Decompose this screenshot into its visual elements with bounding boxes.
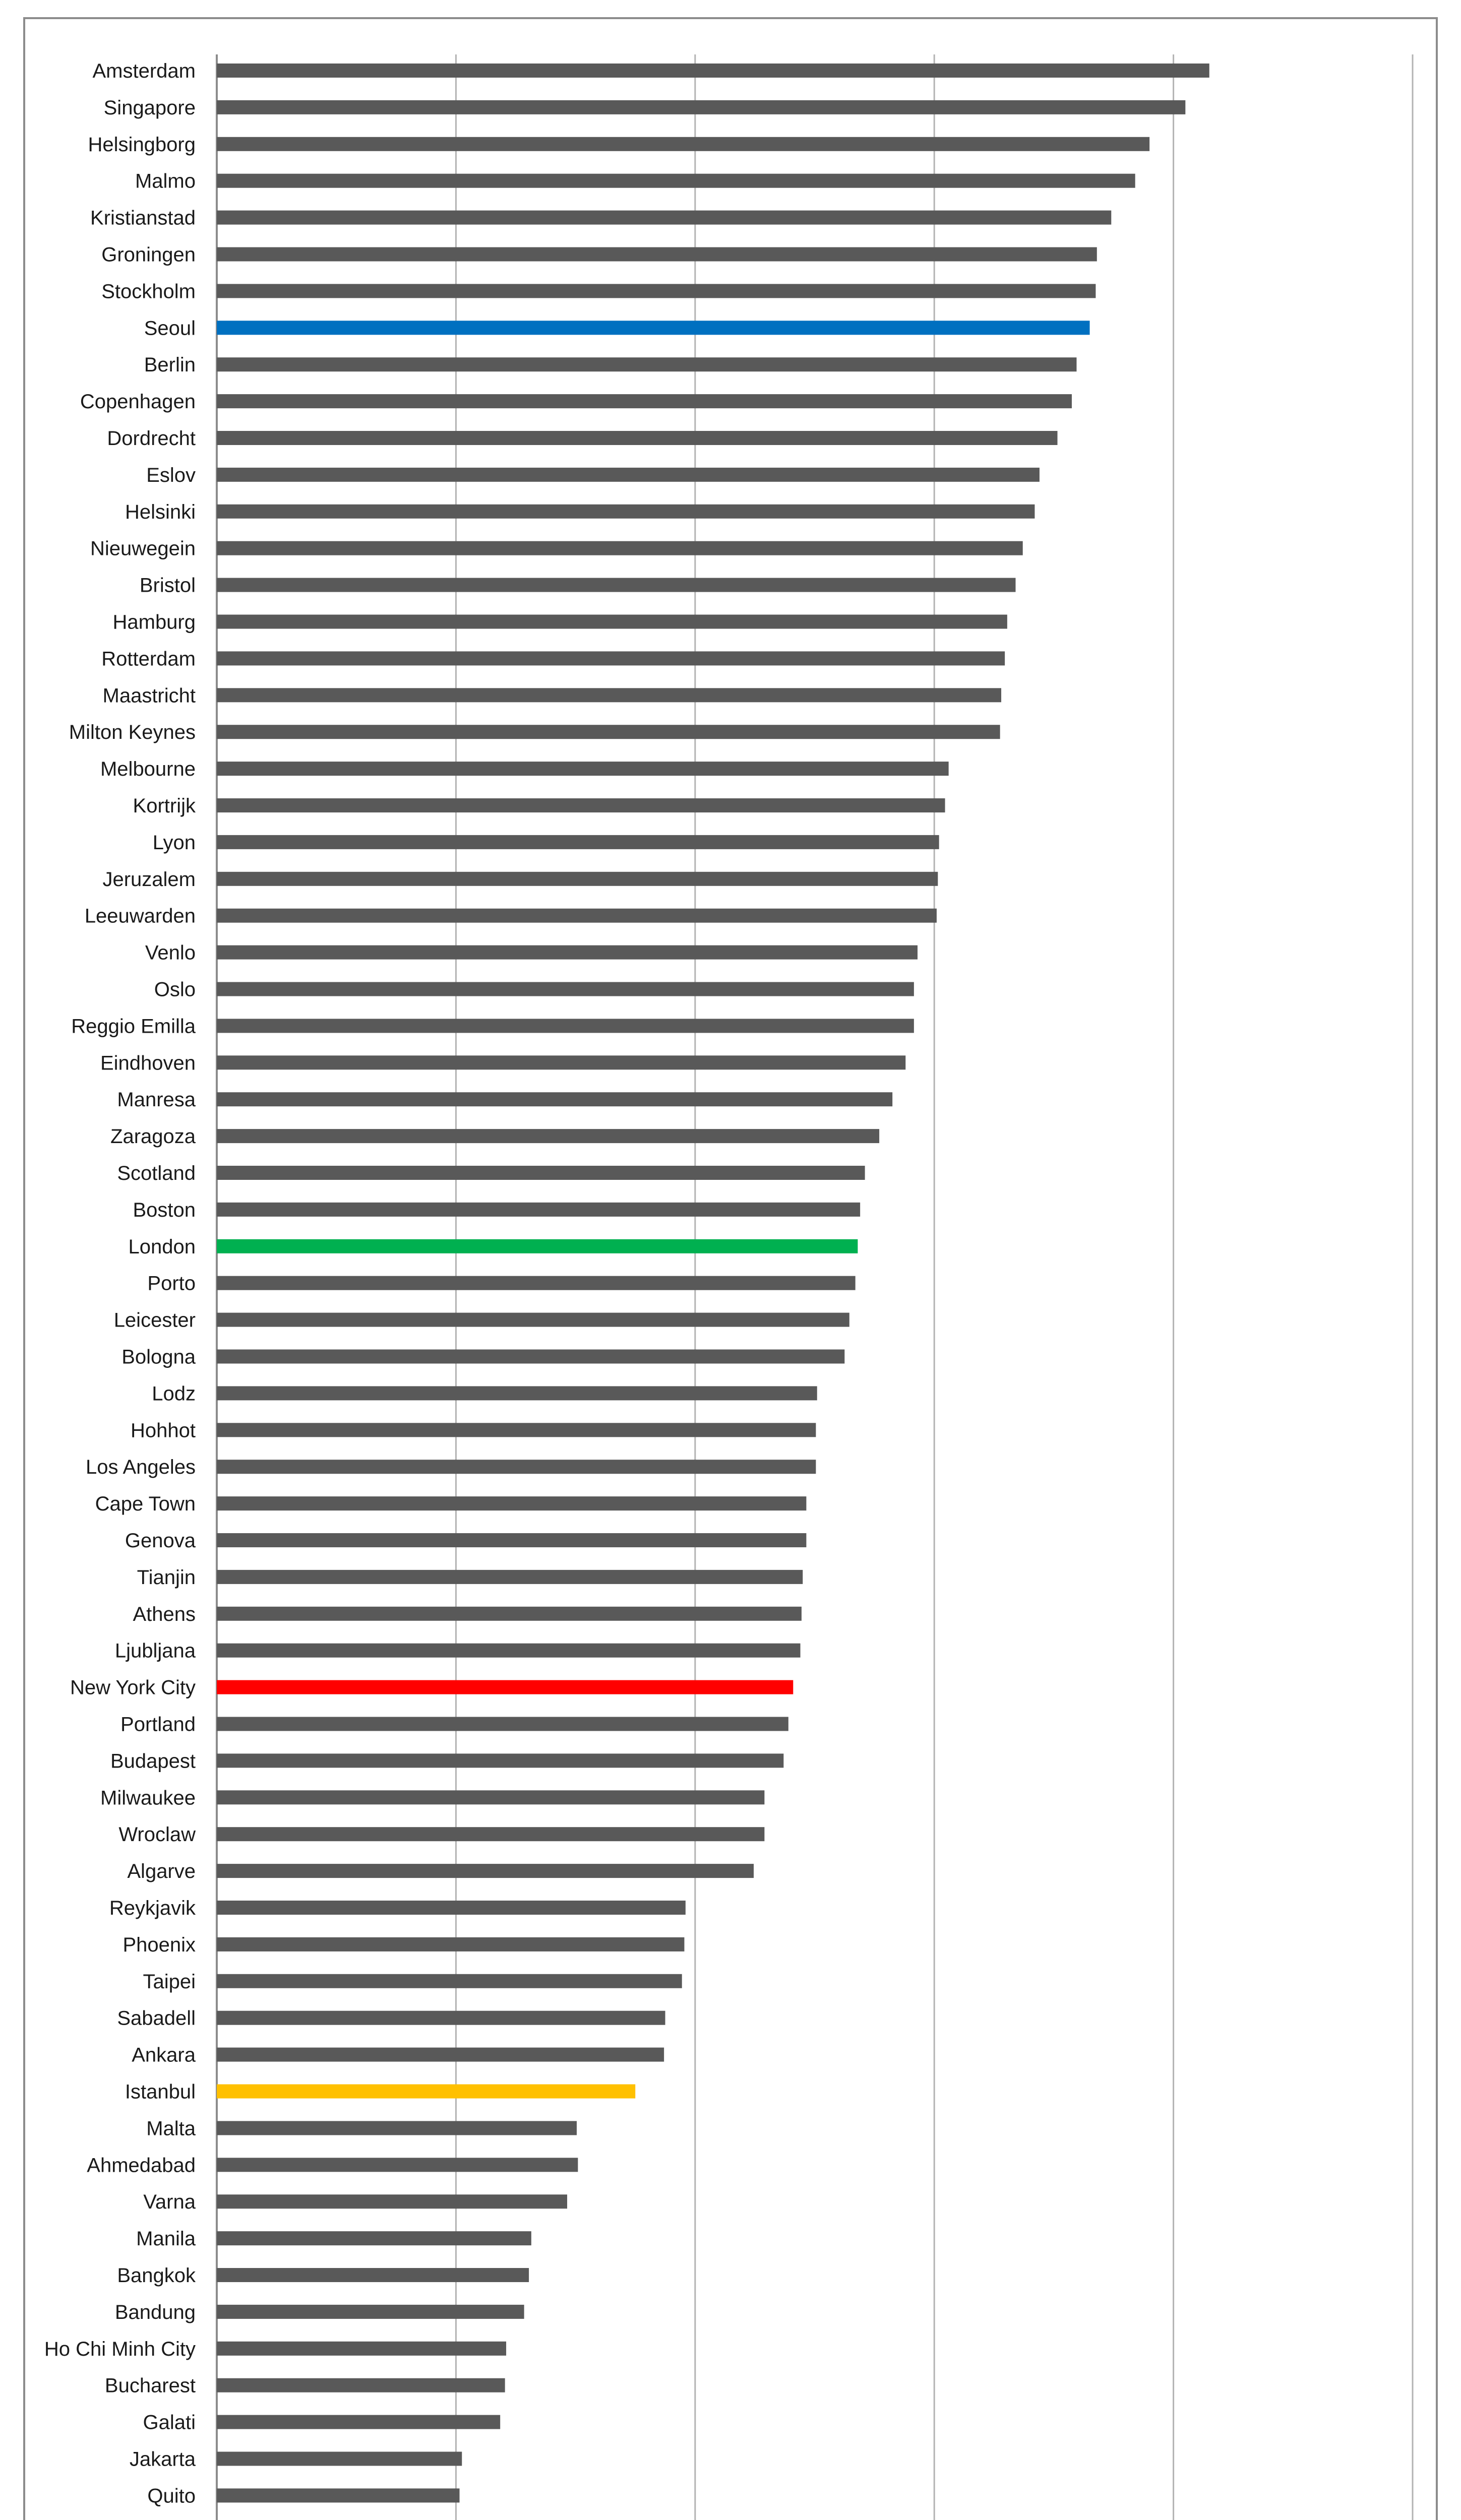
category-label: Zaragoza	[110, 1125, 196, 1148]
category-label: Singapore	[103, 96, 196, 119]
bar	[217, 2085, 635, 2099]
bar	[217, 1570, 803, 1584]
category-label: Dordrecht	[107, 427, 196, 450]
category-label: Los Angeles	[86, 1456, 196, 1479]
bar	[217, 1827, 764, 1841]
bar	[217, 2048, 664, 2062]
bar	[217, 762, 949, 776]
category-label: Kristianstad	[90, 207, 196, 229]
category-label: Bristol	[139, 574, 196, 597]
category-label: Leicester	[113, 1309, 196, 1332]
bar	[217, 284, 1095, 298]
bar	[217, 431, 1058, 445]
category-label: Copenhagen	[80, 391, 196, 413]
category-label: Jakarta	[129, 2448, 196, 2471]
bar	[217, 505, 1034, 519]
bar	[217, 1166, 865, 1180]
bar	[217, 1937, 684, 1951]
bar	[217, 174, 1135, 188]
category-label: Cape Town	[95, 1493, 196, 1516]
bar	[217, 688, 1001, 702]
category-label: Portland	[120, 1713, 196, 1736]
category-label: Genova	[125, 1530, 196, 1552]
category-label: Malmo	[135, 170, 196, 193]
category-label: Nieuwegein	[90, 537, 196, 560]
category-label: Venlo	[145, 941, 196, 964]
bar	[217, 2415, 500, 2429]
category-label: Groningen	[101, 243, 196, 266]
bar	[217, 1864, 754, 1878]
bar	[217, 1055, 905, 1069]
category-label: Maastricht	[102, 684, 196, 707]
bar	[217, 1092, 892, 1106]
bar	[217, 247, 1097, 262]
bar	[217, 2342, 506, 2356]
category-label: Phoenix	[123, 1933, 196, 1956]
bar	[217, 1753, 783, 1768]
bar	[217, 1019, 914, 1033]
category-label: Lyon	[152, 831, 196, 854]
bar	[217, 541, 1023, 555]
category-label: Hamburg	[112, 611, 196, 634]
bar	[217, 835, 939, 849]
category-label: Porto	[147, 1272, 196, 1295]
category-label: Algarve	[127, 1860, 196, 1883]
bar	[217, 651, 1005, 665]
category-label: Leeuwarden	[84, 905, 196, 927]
bar	[217, 1129, 879, 1143]
category-label: Rotterdam	[101, 648, 196, 670]
bar	[217, 1460, 816, 1474]
bar	[217, 2011, 665, 2025]
category-label: Seoul	[144, 317, 196, 340]
bar	[217, 1313, 849, 1327]
category-label: Bologna	[121, 1346, 196, 1368]
bar	[217, 2121, 577, 2135]
category-label: London	[128, 1235, 196, 1258]
category-label: Wroclaw	[118, 1823, 196, 1846]
bar	[217, 2378, 505, 2392]
bar	[217, 2488, 460, 2502]
bar	[217, 137, 1149, 151]
category-label: Ankara	[132, 2044, 196, 2066]
bar	[217, 1203, 860, 1217]
category-label: Manresa	[117, 1089, 196, 1111]
category-label: Scotland	[117, 1162, 196, 1184]
category-label: Ljubljana	[114, 1640, 196, 1662]
category-labels	[44, 60, 196, 2520]
bar	[217, 357, 1076, 371]
category-label: Istanbul	[125, 2081, 196, 2103]
bar	[217, 1496, 806, 1510]
bar	[217, 1386, 817, 1400]
category-label: Milton Keynes	[69, 721, 196, 744]
category-label: Jeruzalem	[102, 868, 196, 891]
category-label: Varna	[143, 2191, 196, 2214]
category-label: Ho Chi Minh City	[44, 2338, 196, 2360]
bar	[217, 2194, 567, 2209]
bar	[217, 946, 918, 960]
bar	[217, 394, 1072, 408]
bars	[217, 64, 1209, 2520]
bar	[217, 1239, 858, 1253]
bar	[217, 1644, 801, 1658]
bar	[217, 1790, 764, 1804]
category-label: Eindhoven	[100, 1052, 196, 1075]
category-label: Helsingborg	[88, 133, 196, 156]
bar	[217, 798, 945, 812]
bar	[217, 909, 937, 923]
bar	[217, 468, 1040, 482]
category-label: Berlin	[144, 354, 196, 376]
bar	[217, 1423, 816, 1437]
bar	[217, 211, 1111, 225]
category-label: Manila	[136, 2228, 196, 2250]
category-label: Sabadell	[117, 2007, 196, 2030]
bar	[217, 2452, 462, 2466]
category-label: Galati	[143, 2411, 196, 2434]
category-label: New York City	[70, 1676, 196, 1699]
bar	[217, 1901, 686, 1915]
bar	[217, 1276, 856, 1290]
category-label: Bucharest	[104, 2374, 196, 2397]
bar	[217, 725, 1000, 739]
bar	[217, 615, 1007, 629]
bar	[217, 982, 914, 996]
bar	[217, 1680, 793, 1694]
bar	[217, 1350, 844, 1364]
category-label: Ahmedabad	[87, 2154, 196, 2177]
bar	[217, 2231, 531, 2245]
category-label: Reggio Emilla	[71, 1015, 196, 1038]
category-label: Hohhot	[131, 1419, 196, 1442]
bar	[217, 578, 1015, 592]
bar	[217, 872, 938, 886]
category-label: Amsterdam	[92, 60, 196, 82]
bar	[217, 321, 1090, 335]
category-label: Tianjin	[137, 1566, 196, 1589]
category-label: Stockholm	[101, 280, 196, 303]
category-label: Reykjavik	[109, 1897, 196, 1919]
category-label: Malta	[146, 2117, 196, 2140]
bar	[217, 2268, 529, 2282]
category-label: Boston	[133, 1199, 196, 1221]
bar	[217, 100, 1185, 114]
category-label: Bandung	[114, 2301, 196, 2323]
category-label: Eslov	[146, 464, 196, 486]
bar	[217, 2305, 524, 2319]
category-label: Quito	[147, 2485, 196, 2507]
bar	[217, 1533, 806, 1547]
bar	[217, 64, 1209, 78]
category-label: Milwaukee	[100, 1787, 196, 1809]
category-label: Oslo	[154, 978, 196, 1001]
category-label: Lodz	[152, 1382, 196, 1405]
category-label: Bangkok	[117, 2264, 196, 2287]
bar	[217, 1607, 802, 1621]
bar	[217, 1717, 788, 1731]
bar	[217, 2158, 578, 2172]
bar	[217, 1974, 682, 1988]
category-label: Athens	[133, 1603, 196, 1625]
category-label: Taipei	[143, 1970, 196, 1993]
category-label: Melbourne	[100, 758, 196, 781]
category-label: Helsinki	[125, 500, 196, 523]
category-label: Budapest	[110, 1750, 196, 1773]
category-label: Kortrijk	[133, 795, 196, 817]
